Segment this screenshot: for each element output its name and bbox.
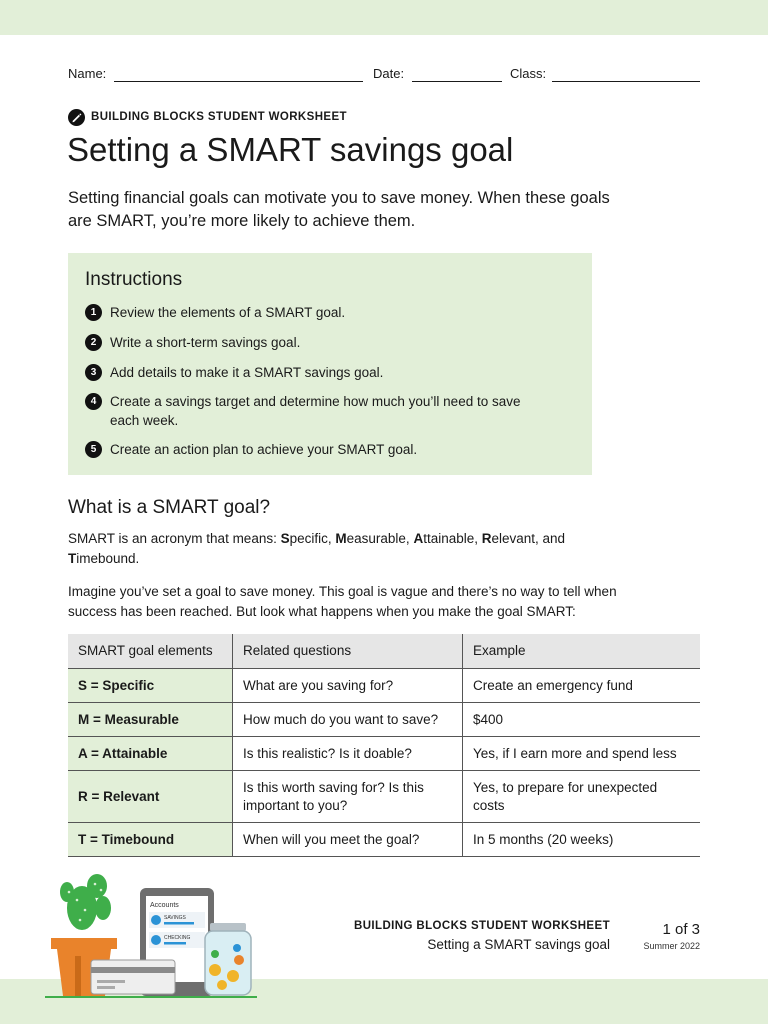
example-cell: Yes, to prepare for unexpected costs: [463, 771, 701, 823]
savings-label: SAVINGS: [164, 915, 186, 921]
acronym-letter: R: [481, 531, 492, 546]
eyebrow-label: BUILDING BLOCKS STUDENT WORKSHEET: [91, 111, 347, 123]
date-field[interactable]: [412, 81, 502, 82]
table-header-cell: Example: [463, 634, 701, 669]
savings-illustration: [45, 870, 260, 1000]
credit-card-icon: [91, 960, 175, 994]
checking-label: CHECKING: [164, 935, 191, 941]
footer-title: BUILDING BLOCKS STUDENT WORKSHEET: [354, 920, 610, 932]
step-number-2-icon: 2: [85, 334, 102, 351]
acronym-word: easurable,: [346, 531, 414, 546]
instructions-heading: Instructions: [85, 269, 183, 290]
footer-season: Summer 2022: [643, 941, 700, 951]
vague-goal-paragraph: Imagine you’ve set a goal to save money. This goal is vague and there’s no way to tell when success has been reached. But look what happens when you make the goal SMART:: [68, 584, 617, 619]
element-cell: M = Measurable: [68, 703, 233, 737]
footer-subtitle: Setting a SMART savings goal: [427, 937, 610, 952]
acronym-word: elevant, and: [491, 531, 566, 546]
accounts-label: Accounts: [150, 902, 179, 909]
acronym-word: pecific,: [289, 531, 336, 546]
table-header-cell: SMART goal elements: [68, 634, 233, 669]
example-cell: Yes, if I earn more and spend less: [463, 737, 701, 771]
date-label: Date:: [373, 66, 405, 81]
table-row: [68, 669, 700, 703]
step-number-3-icon: 3: [85, 364, 102, 381]
step-text: Add details to make it a SMART savings goal.: [110, 365, 384, 380]
step-text: Create an action plan to achieve your SMART goal.: [110, 442, 418, 457]
acronym-letter: T: [68, 551, 77, 566]
acronym-letter: S: [280, 531, 290, 546]
table-header-row: [68, 634, 700, 669]
step-number-5-icon: 5: [85, 441, 102, 458]
step-text: Write a short-term savings goal.: [110, 335, 301, 350]
student-info-fields: [68, 66, 700, 86]
page-title: Setting a SMART savings goal: [67, 131, 514, 168]
class-label: Class:: [510, 66, 547, 81]
page-number: 1 of 3: [662, 921, 700, 938]
intro-paragraph: Setting financial goals can motivate you to save money. When these goals are SMART, you’re more likely to achieve them.: [68, 189, 610, 230]
element-cell: A = Attainable: [68, 737, 233, 771]
name-field[interactable]: [114, 81, 363, 82]
smart-goal-table: [68, 634, 700, 857]
table-header-cell: Related questions: [233, 634, 463, 669]
question-cell: When will you meet the goal?: [233, 823, 463, 857]
element-cell: T = Timebound: [68, 823, 233, 857]
cactus-icon: [60, 874, 111, 930]
element-cell: R = Relevant: [68, 771, 233, 823]
savings-jar-icon: [205, 923, 251, 995]
step-number-4-icon: 4: [85, 393, 102, 410]
step-text: Review the elements of a SMART goal.: [110, 305, 346, 320]
smart-heading: What is a SMART goal?: [68, 497, 271, 518]
acronym-letter: A: [413, 531, 424, 546]
pencil-icon: [68, 109, 85, 126]
element-cell: S = Specific: [68, 669, 233, 703]
question-cell: Is this realistic? Is it doable?: [233, 737, 463, 771]
example-cell: $400: [463, 703, 701, 737]
acronym-intro: SMART is an acronym that means:: [68, 531, 281, 546]
question-cell: Is this worth saving for? Is this important to you?: [233, 771, 463, 823]
question-cell: How much do you want to save?: [233, 703, 463, 737]
step-text: Create a savings target and determine how much you’ll need to save each week.: [110, 394, 521, 428]
table-row: [68, 771, 700, 823]
class-field[interactable]: [552, 81, 700, 82]
acronym-letter: M: [335, 531, 347, 546]
example-cell: Create an emergency fund: [463, 669, 701, 703]
example-cell: In 5 months (20 weeks): [463, 823, 701, 857]
acronym-word: ttainable,: [423, 531, 482, 546]
acronym-word: imebound.: [76, 551, 140, 566]
question-cell: What are you saving for?: [233, 669, 463, 703]
worksheet-eyebrow: [68, 108, 347, 126]
name-label: Name:: [68, 66, 107, 81]
table-row: [68, 703, 700, 737]
table-row: [68, 823, 700, 857]
top-band: [0, 0, 768, 35]
acronym-paragraph: [68, 529, 588, 569]
instructions-box: [68, 253, 592, 475]
table-row: [68, 737, 700, 771]
step-number-1-icon: 1: [85, 304, 102, 321]
